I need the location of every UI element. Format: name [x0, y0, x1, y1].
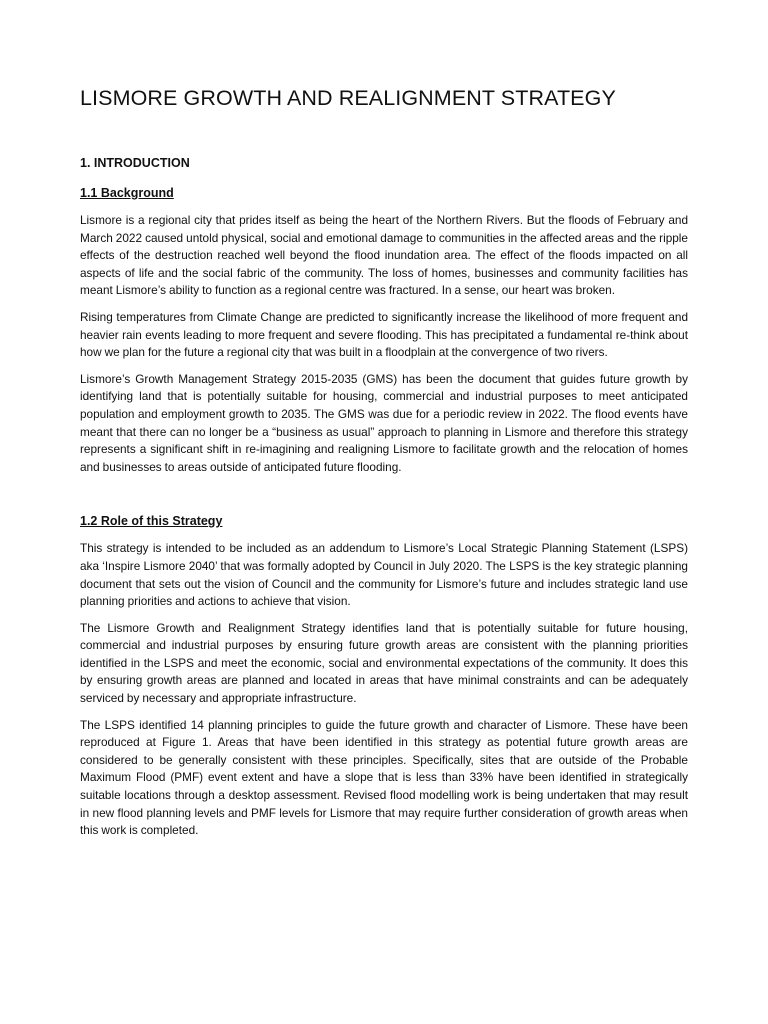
subsection-heading-background: 1.1 Background	[80, 186, 174, 200]
paragraph: Lismore’s Growth Management Strategy 2015-2035 (GMS) has been the document that guides future growth by identifying land that is potentially suitable for housing, commercial and industrial purposes to meet anticipated population and employment growth to 2035. The GMS was due for a periodic review in 2022. The flood events have meant that there can no longer be a “business as usual” approach to planning in Lismore and therefore this strategy represents a significant shift in re-imagining and realigning Lismore to facilitate growth and the relocation of homes and businesses to areas outside of anticipated future flooding.	[80, 371, 688, 474]
paragraph: The LSPS identified 14 planning principles to guide the future growth and character of Lismore. These have been reproduced at Figure 1. Areas that have been identified in this strategy as potential future growth areas are considered to be generally consistent with these principles. Specifically, sites that are outside of the Probable Maximum Flood (PMF) event extent and have a slope that is less than 33% have been identified in strategically suitable locations through a desktop assessment. Revised flood modelling work is being undertaken that may result in new flood planning levels and PMF levels for Lismore that may require further consideration of growth areas when this work is completed.	[80, 717, 688, 838]
section-heading-introduction: 1. INTRODUCTION	[80, 156, 190, 170]
document-title: LISMORE GROWTH AND REALIGNMENT STRATEGY	[80, 86, 616, 110]
subsection-heading-role-of-strategy: 1.2 Role of this Strategy	[80, 514, 223, 529]
paragraph: Lismore is a regional city that prides itself as being the heart of the Northern Rivers. But the floods of February and March 2022 caused untold physical, social and emotional damage to communities in the affected areas and the ripple effects of the destruction reached well beyond the flood inundation area. The effect of the floods impacted on all aspects of life and the social fabric of the community. The loss of homes, businesses and community facilities has meant Lismore’s ability to function as a regional centre was fractured. In a sense, our heart was broken.	[80, 213, 688, 298]
paragraph: The Lismore Growth and Realignment Strategy identifies land that is potentially suitable for future housing, commercial and industrial purposes by ensuring future growth areas are consistent with the planning priorities identified in the LSPS and meet the economic, social and environmental expectations of the community. It does this by ensuring growth areas are planned and located in areas that have minimal constraints and can be adequately serviced by necessary and appropriate infrastructure.	[80, 620, 688, 706]
paragraph: This strategy is intended to be included as an addendum to Lismore’s Local Strategic Planning Statement (LSPS) aka ‘Inspire Lismore 2040’ that was formally adopted by Council in July 2020. The LSPS is the key strategic planning document that sets out the vision of Council and the community for Lismore’s future and includes strategic land use planning priorities and actions to achieve that vision.	[80, 541, 688, 609]
section-spacer	[80, 485, 688, 513]
paragraph: Rising temperatures from Climate Change are predicted to significantly increase the likelihood of more frequent and heavier rain events leading to more frequent and severe flooding. This has precipitated a fundamental re-think about how we plan for the future a regional city that was built in a floodplain at the convergence of two rivers.	[80, 309, 688, 360]
document-page	[80, 84, 688, 849]
